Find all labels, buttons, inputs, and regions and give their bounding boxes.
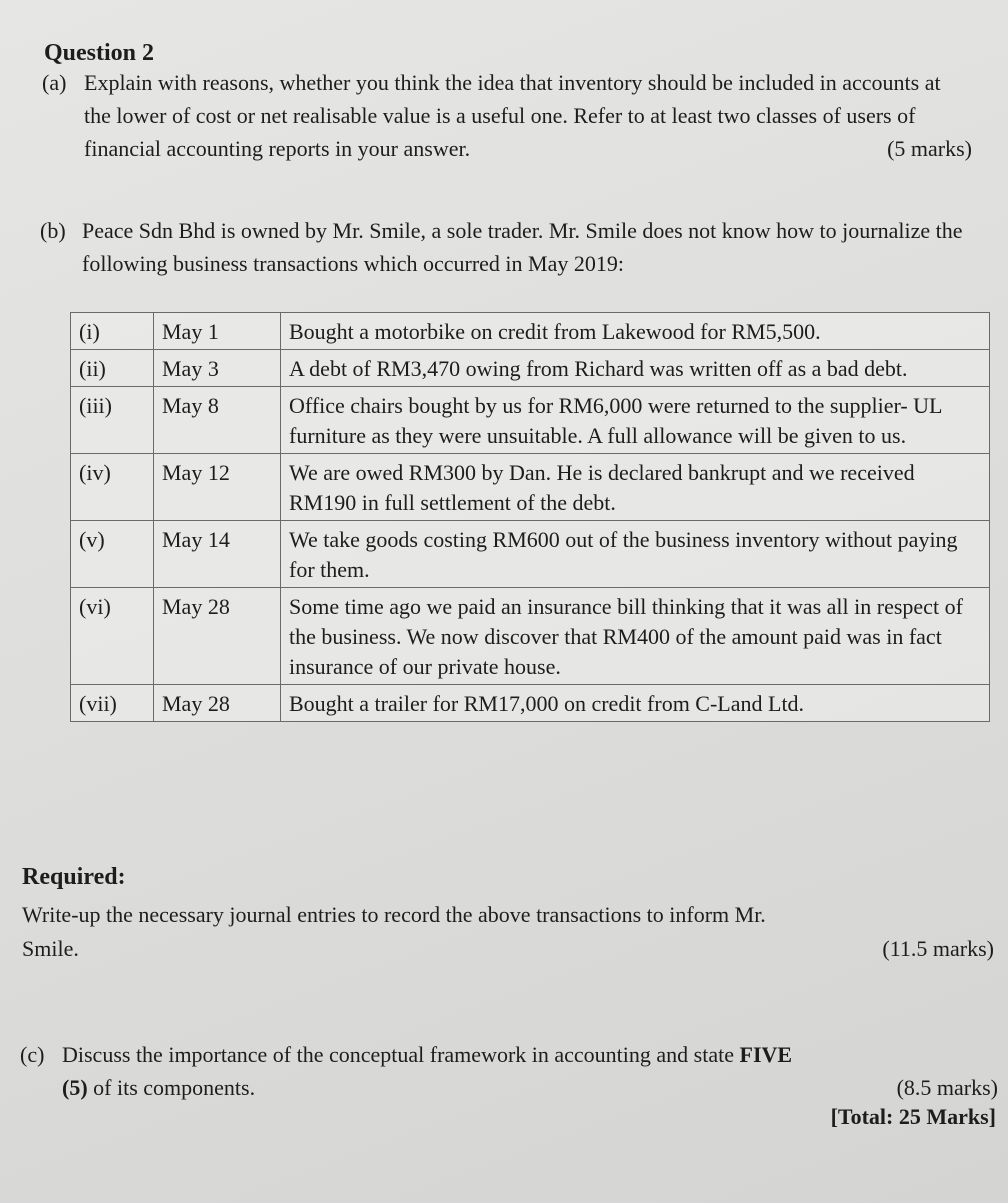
part-a-marks: (5 marks) (887, 136, 972, 161)
question-title: Question 2 (44, 40, 155, 66)
part-b-text: Peace Sdn Bhd is owned by Mr. Smile, a sole trader. Mr. Smile does not know how to journalize the following business transactions which occurred in May 2019: (82, 218, 963, 276)
table-row (71, 521, 990, 588)
transaction-number: (iii) (71, 387, 154, 454)
table-row (71, 387, 990, 454)
transaction-date: May 28 (154, 685, 281, 722)
table-row (71, 350, 990, 387)
part-b (40, 214, 975, 280)
transaction-description: Bought a trailer for RM17,000 on credit from C-Land Ltd. (281, 685, 990, 722)
transaction-date: May 14 (154, 521, 281, 588)
transaction-date: May 8 (154, 387, 281, 454)
transaction-number: (iv) (71, 454, 154, 521)
transaction-description: We take goods costing RM600 out of the business inventory without paying for them. (281, 521, 990, 588)
transaction-date: May 1 (154, 313, 281, 350)
table-row (71, 313, 990, 350)
part-c-bold-word: FIVE (739, 1042, 793, 1067)
part-a-text: Explain with reasons, whether you think the idea that inventory should be included in accounts at the lower of cost or net realisable value is a useful one. Refer to at least two classes of users of financial accounting reports in your answer. (84, 70, 941, 161)
transaction-description: We are owed RM300 by Dan. He is declared bankrupt and we received RM190 in full settlement of the debt. (281, 454, 990, 521)
table-row (71, 588, 990, 685)
required-marks: (11.5 marks) (882, 936, 994, 961)
transactions-table (70, 312, 990, 722)
transaction-date: May 3 (154, 350, 281, 387)
transaction-description: A debt of RM3,470 owing from Richard was written off as a bad debt. (281, 350, 990, 387)
transaction-number: (vii) (71, 685, 154, 722)
required-title: Required: (22, 864, 126, 890)
table-row (71, 454, 990, 521)
transaction-date: May 12 (154, 454, 281, 521)
part-c-text: Discuss the importance of the conceptual framework in accounting and state (62, 1042, 740, 1067)
transaction-number: (i) (71, 313, 154, 350)
part-c-marks: (8.5 marks) (896, 1075, 998, 1100)
part-a-label: (a) (42, 70, 67, 95)
part-c (20, 1038, 998, 1104)
total-marks: [Total: 25 Marks] (830, 1104, 996, 1129)
table-row (71, 685, 990, 722)
transaction-description: Office chairs bought by us for RM6,000 were returned to the supplier- UL furniture as they were unsuitable. A full allowance will be given to us. (281, 387, 990, 454)
part-b-label: (b) (40, 218, 66, 243)
part-c-label: (c) (20, 1042, 45, 1067)
transaction-number: (vi) (71, 588, 154, 685)
transaction-number: (ii) (71, 350, 154, 387)
part-a (42, 66, 972, 165)
transaction-number: (v) (71, 521, 154, 588)
part-c-text-after: of its components. (87, 1075, 256, 1100)
required-line-2: Smile. (22, 936, 79, 961)
transaction-description: Bought a motorbike on credit from Lakewood for RM5,500. (281, 313, 990, 350)
part-c-bold-number: (5) (62, 1075, 88, 1100)
transaction-description: Some time ago we paid an insurance bill thinking that it was all in respect of the business. We now discover that RM400 of the amount paid was in fact insurance of our private house. (281, 588, 990, 685)
required-line-1: Write-up the necessary journal entries to record the above transactions to inform Mr. (22, 902, 766, 927)
required-body (22, 898, 994, 966)
transaction-date: May 28 (154, 588, 281, 685)
